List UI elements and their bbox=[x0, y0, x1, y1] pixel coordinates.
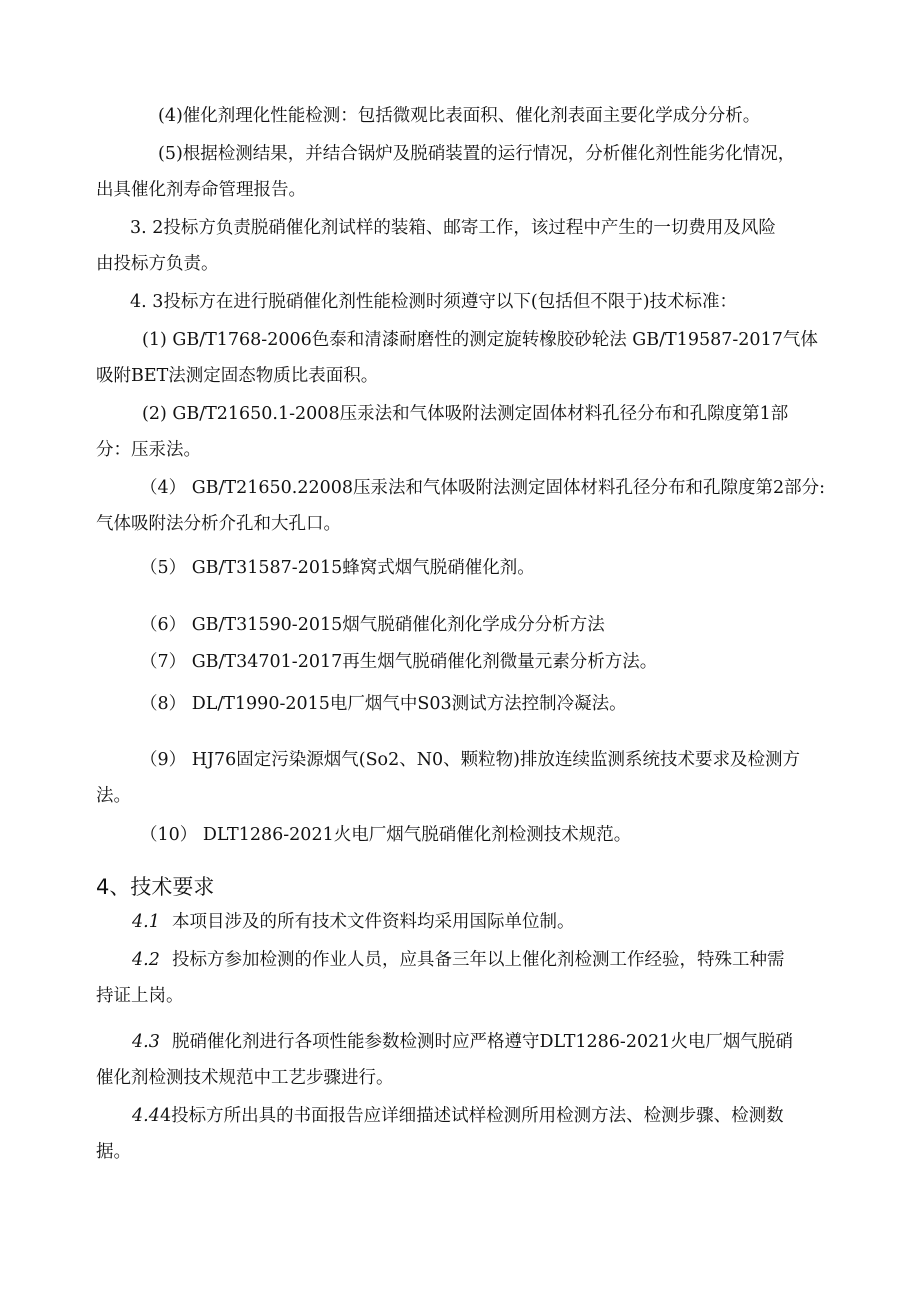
req-4-2: 投标方参加检测的作业人员，应具备三年以上催化剂检测工作经验，特殊工种需 bbox=[172, 950, 785, 970]
standard-1-cont: 吸附BET法测定固态物质比表面积。 bbox=[96, 366, 379, 386]
req-number-4-1: 4.1 bbox=[132, 912, 160, 932]
standard-2: (2) GB/T21650.1-2008压汞法和气体吸附法测定固体材料孔径分布和孔隙度第1部 bbox=[142, 404, 789, 424]
standard-5: （5） GB/T31587-2015蜂窝式烟气脱硝催化剂。 bbox=[140, 558, 535, 578]
req-4-2-cont: 持证上岗。 bbox=[96, 986, 184, 1006]
req-number-4-4: 4.4 bbox=[132, 1106, 160, 1126]
paragraph-3-2-cont: 由投标方负责。 bbox=[96, 254, 219, 274]
req-4-1: 本项目涉及的所有技术文件资料均采用国际单位制。 bbox=[172, 912, 575, 932]
req-4-3-cont: 催化剂检测技术规范中工艺步骤进行。 bbox=[96, 1068, 394, 1088]
paragraph-4-3: 4. 3投标方在进行脱硝催化剂性能检测时须遵守以下(包括但不限于)技术标准： bbox=[130, 292, 738, 312]
standard-8: （8） DL/T1990-2015电厂烟气中S03测试方法控制冷凝法。 bbox=[140, 694, 627, 714]
req-number-4-3: 4.3 bbox=[132, 1032, 160, 1052]
standard-6: （6） GB/T31590-2015烟气脱硝催化剂化学成分分析方法 bbox=[140, 615, 605, 635]
paragraph-item-5: (5)根据检测结果，并结合锅炉及脱硝装置的运行情况，分析催化剂性能劣化情况， bbox=[158, 144, 796, 164]
req-number-4-2: 4.2 bbox=[132, 950, 160, 970]
standard-9: （9） HJ76固定污染源烟气(So2、N0、颗粒物)排放连续监测系统技术要求及检测方 bbox=[140, 750, 800, 770]
paragraph-item-4: (4)催化剂理化性能检测：包括微观比表面积、催化剂表面主要化学成分分析。 bbox=[158, 106, 761, 126]
standard-9-cont: 法。 bbox=[96, 786, 131, 806]
standard-1: (1) GB/T1768-2006色泰和清漆耐磨性的测定旋转橡胶砂轮法 GB/T19587-2017气体 bbox=[142, 330, 818, 350]
section-heading: 4、技术要求 bbox=[96, 875, 215, 899]
paragraph-item-5-cont: 出具催化剂寿命管理报告。 bbox=[96, 180, 306, 200]
req-4-3: 脱硝催化剂进行各项性能参数检测时应严格遵守DLT1286-2021火电厂烟气脱硝 bbox=[172, 1032, 793, 1052]
paragraph-3-2: 3. 2投标方负责脱硝催化剂试样的装箱、邮寄工作，该过程中产生的一切费用及风险 bbox=[130, 218, 776, 238]
standard-4-cont: 气体吸附法分析介孔和大孔口。 bbox=[96, 514, 341, 534]
standard-10: （10） DLT1286-2021火电厂烟气脱硝催化剂检测技术规范。 bbox=[140, 825, 632, 845]
req-4-4-cont: 据。 bbox=[96, 1142, 131, 1162]
standard-4: （4） GB/T21650.22008压汞法和气体吸附法测定固体材料孔径分布和孔隙度第2部分: bbox=[140, 478, 826, 498]
standard-2-cont: 分：压汞法。 bbox=[96, 440, 201, 460]
req-4-4: 4投标方所出具的书面报告应详细描述试样检测所用检测方法、检测步骤、检测数 bbox=[160, 1106, 784, 1126]
standard-7: （7） GB/T34701-2017再生烟气脱硝催化剂微量元素分析方法。 bbox=[140, 652, 658, 672]
